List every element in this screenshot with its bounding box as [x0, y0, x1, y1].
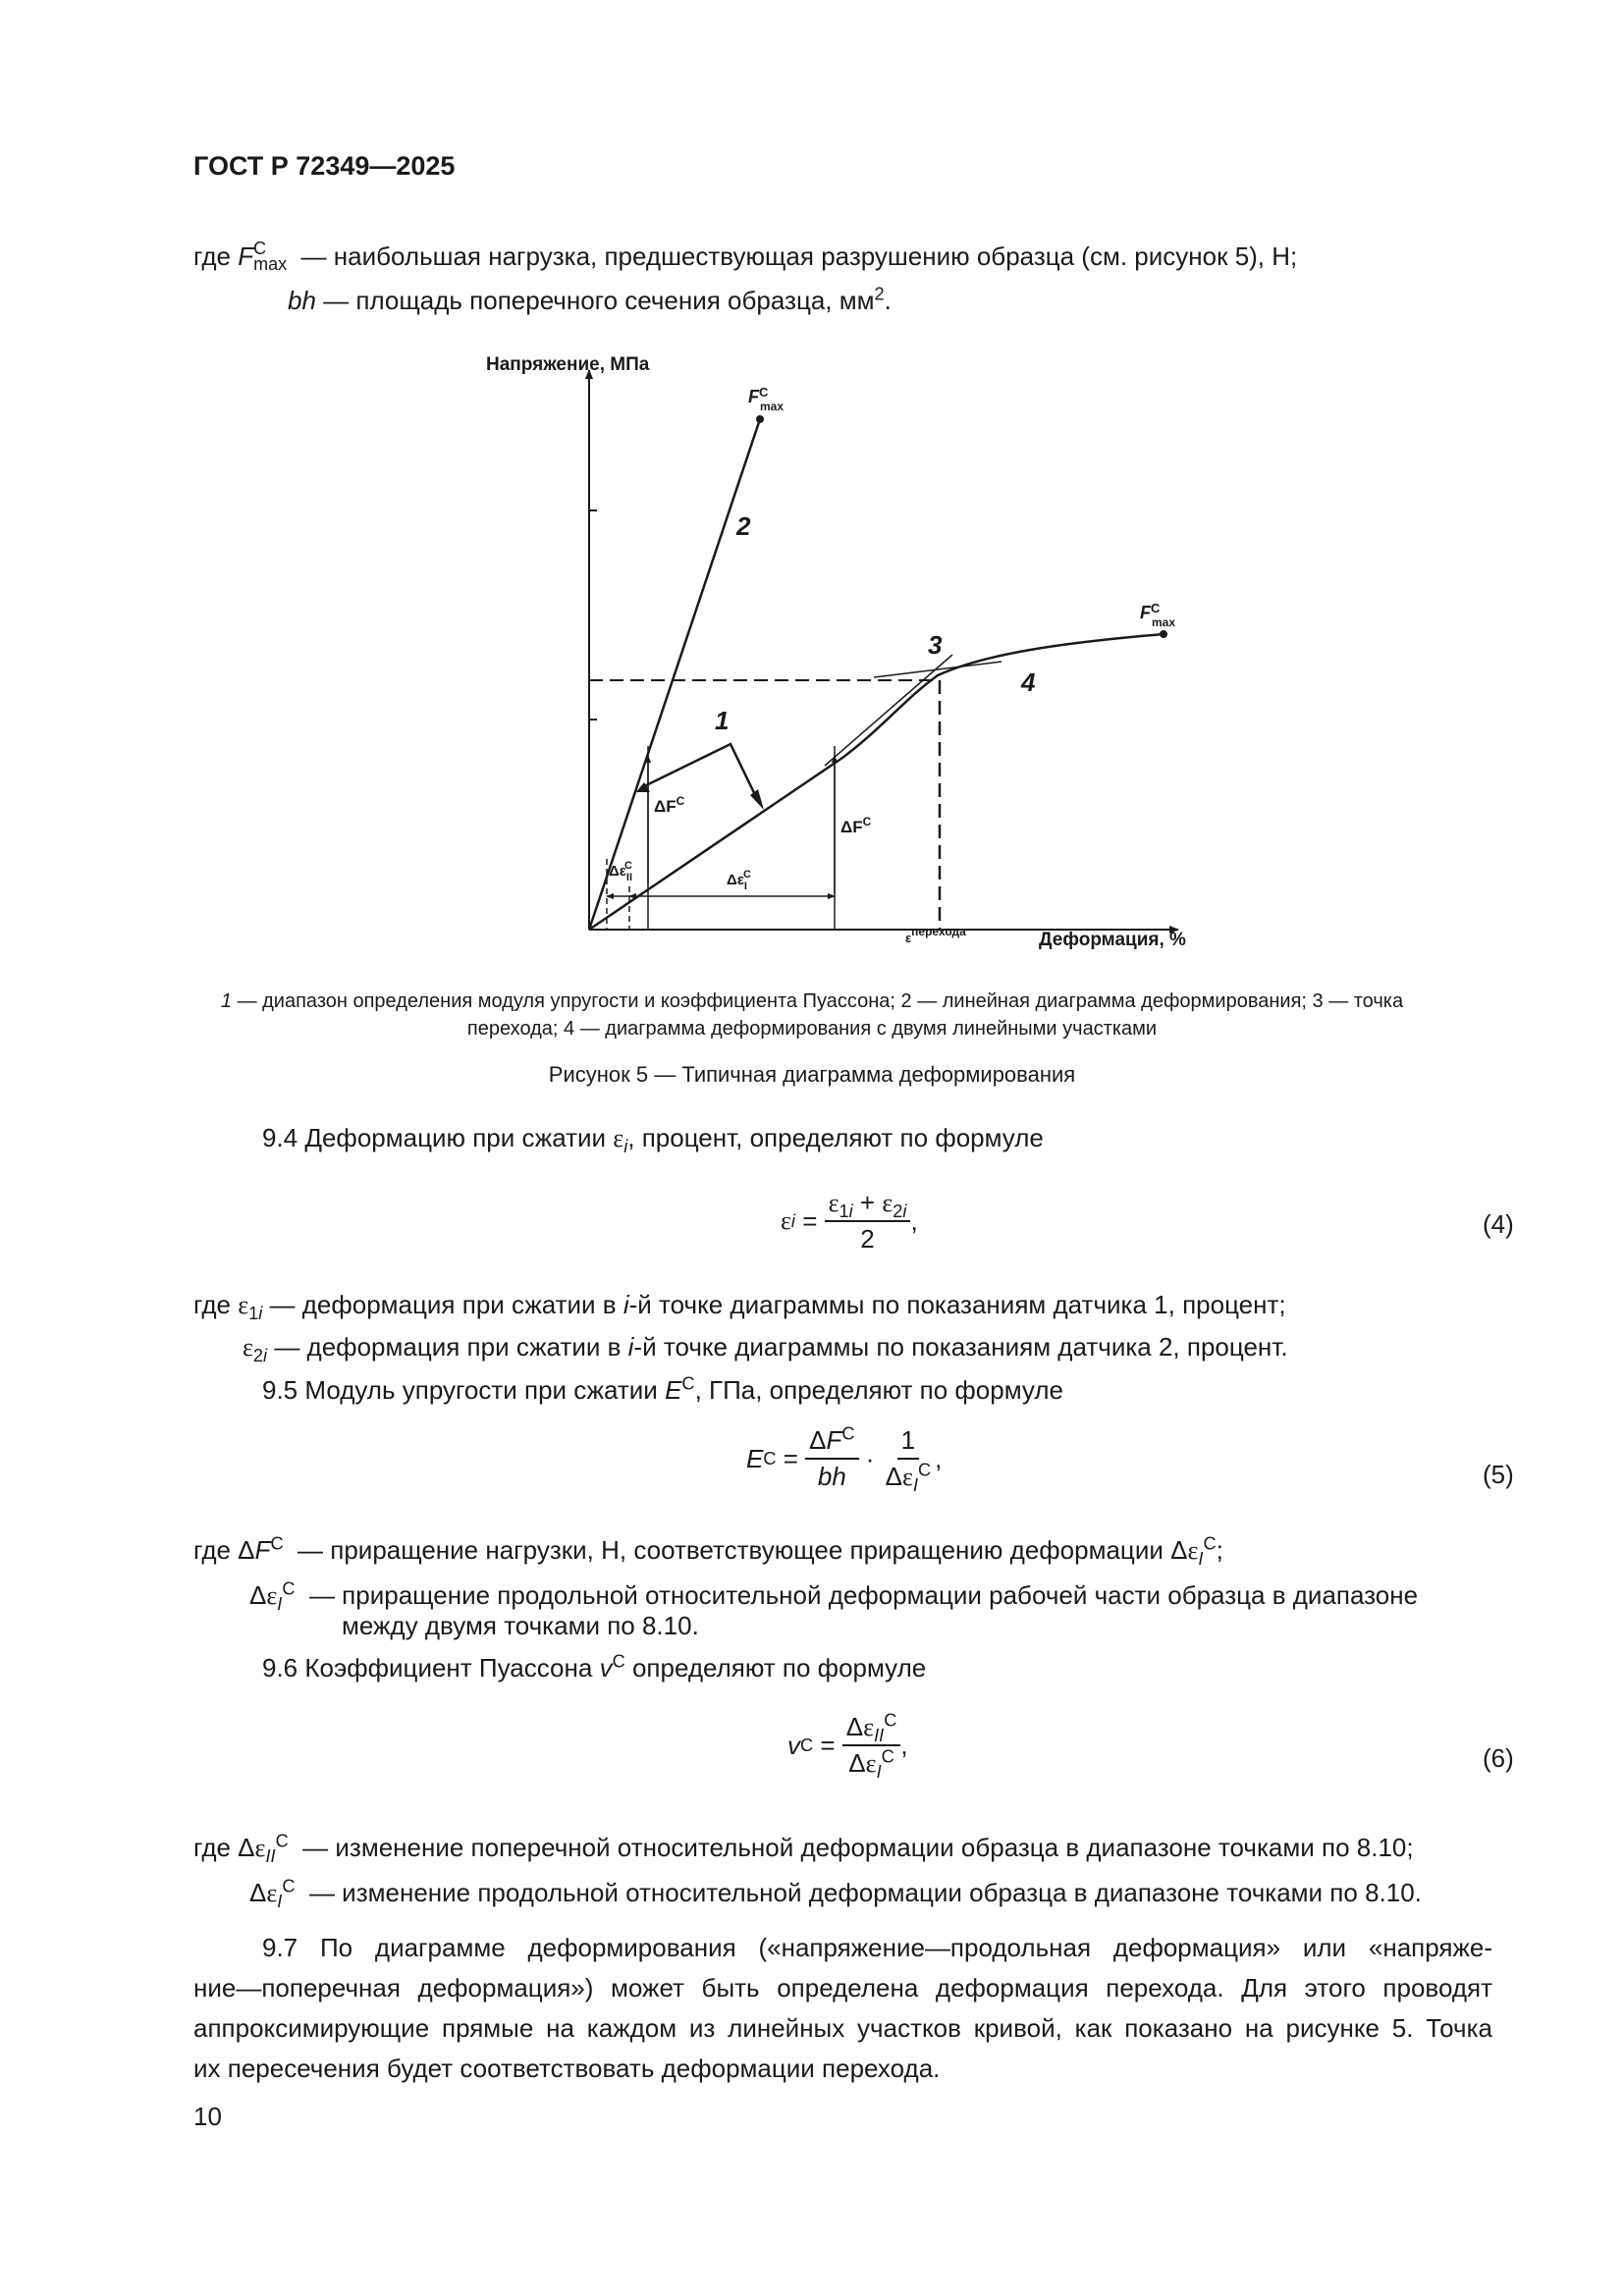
legend-line-1: — диапазон определения модуля упругости и коэффициента Пуассона; 2 — линейная диаграмма деформирования; 3 — точка [237, 990, 1404, 1012]
bh-description: — площадь поперечного сечения образца, мм [323, 286, 875, 315]
svg-text:ΔFC: $\Delta F^C$ [840, 815, 872, 836]
svg-text:max: max [1152, 615, 1176, 629]
equation-number-6: (6) [1483, 1743, 1514, 1773]
svg-text:ΔεIC: $\Delta\varepsilon_IC$ [727, 869, 751, 892]
svg-text:max: max [760, 400, 785, 413]
svg-text:F: F [1140, 603, 1151, 622]
figure-legend: 1 — диапазон определения модуля упругости и коэффициента Пуассона; 2 — линейная диаграмма деформирования; 3 — точка перехода; 4 — диаграмма деформирования с двумя линейными участками [220, 990, 1404, 1040]
section-9-7-line3: аппроксимирующие прямые на каждом из линейных участков кривой, как показано на рисунке 5. Точка [193, 2013, 1492, 2043]
svg-text:ΔFC: $\Delta F^C$ [654, 794, 685, 816]
section-9-5: 9.5 Модуль упругости при сжатии $E^C$, ГПа, определяют по формуле [262, 1373, 1063, 1405]
svg-text:F: F [748, 387, 759, 406]
formula-5: E C = $\frac{\Delta F^C}{bh}$ · $\frac{1}{\Delta\varepsilon_I^C}$ , [746, 1423, 943, 1496]
where-block-3-line2: $\Delta\varepsilon_I^C$ — приращение продольной относительной деформации рабочей части образца в диапазоне [249, 1578, 1419, 1615]
bh-symbol: bh [288, 286, 316, 315]
formula-4: ε i = $\frac{\varepsilon_{1i} + \varepsilon_{2i}}{2}$ , [781, 1188, 918, 1254]
where-block-1-bh: bh — площадь поперечного сечения образца, $мм^2$. [288, 284, 892, 315]
figure-5-diagram [471, 348, 1218, 957]
figure-title: Рисунок 5 — Типичная диаграмма деформирования [548, 1062, 1076, 1087]
transition-strain-label: $\varepsilon^{перехода}$ [905, 925, 966, 945]
document-id: ГОСТ Р 72349—2025 [193, 151, 456, 181]
where-block-4-line1: где $\Delta\varepsilon_{II}^C$ — изменение поперечной относительной деформации образца в диапазоне точками по 8.10; [193, 1831, 1414, 1867]
section-9-7-line2: ние—поперечная деформация») может быть определена деформация перехода. Для этого проводят [193, 1973, 1492, 2002]
line-2 [589, 419, 760, 930]
where-block-3-line1: где $\Delta F^C$ — приращение нагрузки, Н, соответствующее приращению деформации $\Delta\varepsilon_I^C$; [193, 1533, 1223, 1570]
curve-4 [589, 634, 1164, 930]
label-2: 2 [736, 511, 751, 541]
svg-text:C: C [759, 385, 769, 400]
y-axis-label: Напряжение, МПа [486, 354, 650, 375]
svg-text:C: C [1151, 601, 1161, 615]
section-9-7-line1: 9.7 По диаграмме деформирования («напряжение—продольная деформация» или «напряже- [262, 1933, 1492, 1962]
page-number: 10 [193, 2102, 222, 2131]
equation-number-5: (5) [1483, 1460, 1514, 1489]
where-block-3-line3: между двумя точками по 8.10. [342, 1611, 699, 1640]
where-word: где [193, 241, 231, 271]
label-3: 3 [928, 630, 943, 660]
fmax-description: — наибольшая нагрузка, предшествующая разрушению образца (см. рисунок 5), Н; [300, 241, 1298, 271]
where-block-4-line2: $\Delta\varepsilon_I^C$ — изменение продольной относительной деформации образца в диапазоне точками по 8.10. [249, 1876, 1422, 1912]
where-block-1: где F C max — наибольшая нагрузка, предшествующая разрушению образца (см. рисунок 5), Н; [193, 239, 1298, 275]
label-1: 1 [715, 706, 730, 735]
svg-text:ΔεIIC: $\Delta\varepsilon_{II}C$ [609, 860, 633, 883]
where-block-2-line1: где $\varepsilon_{1i}$ — деформация при сжатии в i-й точке диаграммы по показаниям датчика 1, процент; [193, 1290, 1286, 1324]
section-9-4: 9.4 Деформацию при сжатии $\varepsilon_i$, процент, определяют по формуле [262, 1123, 1044, 1157]
equation-number-4: (4) [1483, 1209, 1514, 1239]
section-9-6: 9.6 Коэффициент Пуассона $v^C$ определяют по формуле [262, 1651, 927, 1682]
formula-6: v C = $\frac{\Delta\varepsilon_{II}^C}{\Delta\varepsilon_I^C}$ , [787, 1710, 908, 1783]
where-block-2-line2: $\varepsilon_{2i}$ — деформация при сжатии в i-й точке диаграммы по показаниям датчика 2, процент. [243, 1332, 1288, 1366]
x-axis-label: Деформация, % [1039, 930, 1186, 950]
legend-line-2: перехода; 4 — диаграмма деформирования с двумя линейными участками [466, 1018, 1158, 1040]
label-4: 4 [1021, 667, 1036, 697]
section-9-7-line4: их пересечения будет соответствовать деформации перехода. [193, 2054, 941, 2083]
